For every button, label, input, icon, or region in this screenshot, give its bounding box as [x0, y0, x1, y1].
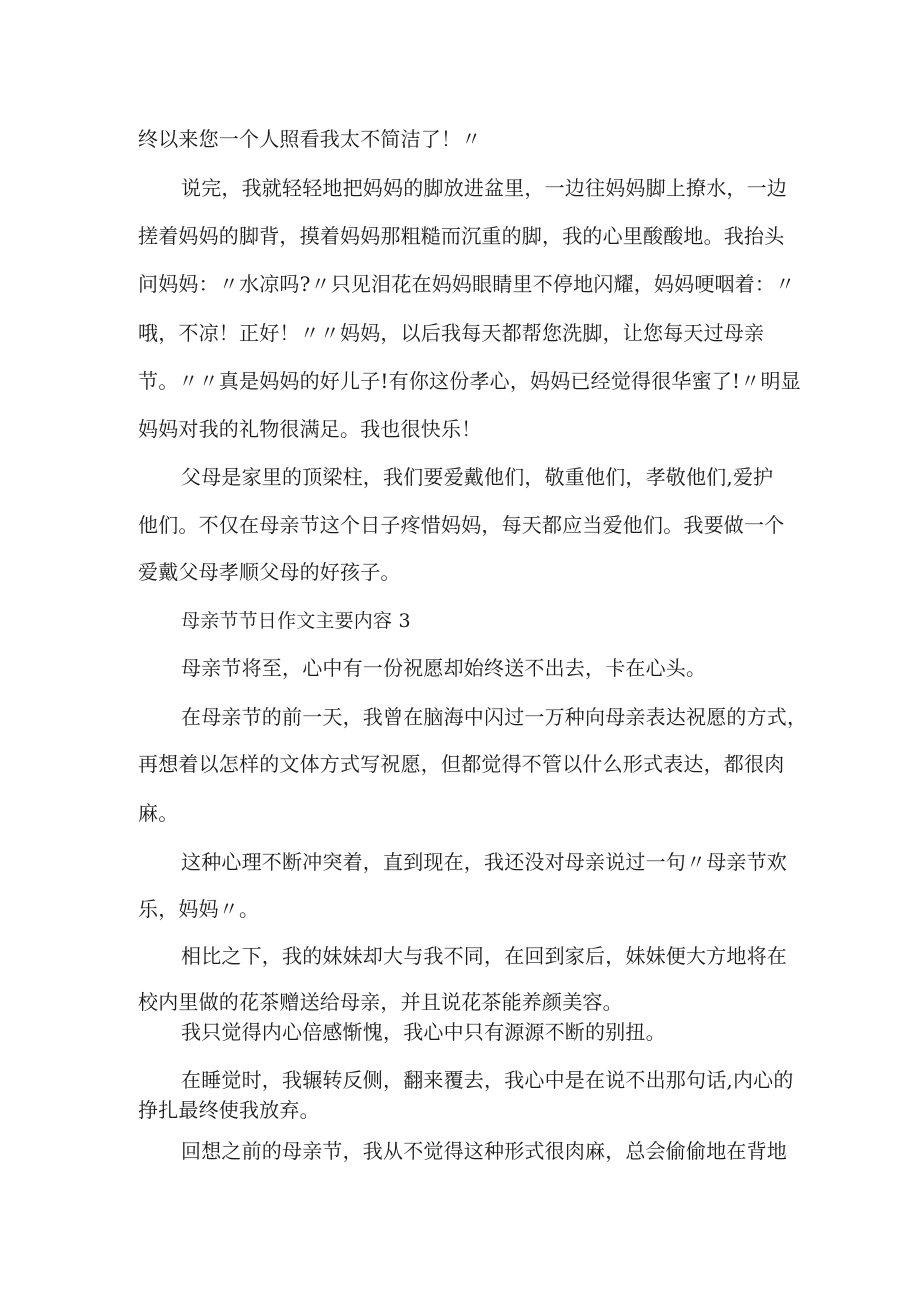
paragraph-first-line: 在睡觉时，我辗转反侧，翻来覆去，我心中是在说不出那句话,内心的: [181, 1068, 794, 1092]
paragraph-first-line: 我只觉得内心倍感惭愧，我心中只有源源不断的别扭。: [181, 1020, 666, 1044]
text-line: 妈妈对我的礼物很满足。我也很快乐！: [138, 417, 482, 441]
text-line: 麻。: [138, 801, 179, 825]
text-line: 问妈妈：〃水凉吗?〃只见泪花在妈妈眼睛里不停地闪耀，妈妈哽咽着：〃: [138, 272, 796, 296]
paragraph-first-line: 相比之下，我的妹妹却大与我不同，在回到家后，妹妹便大方地将在: [181, 944, 787, 968]
text-line: 再想着以怎样的文体方式写祝愿，但都觉得不管以什么形式表达，都很肉: [138, 752, 785, 776]
paragraph-first-line: 这种心理不断冲突着，直到现在，我还没对母亲说过一句〃母亲节欢: [181, 850, 787, 874]
text-line: 节。〃〃真是妈妈的好儿子!有你这份孝心，妈妈已经觉得很华蜜了!〃明显: [138, 369, 801, 393]
section-heading: 母亲节节日作文主要内容 3: [181, 610, 411, 632]
paragraph-first-line: 在母亲节的前一天，我曾在脑海中闪过一万种向母亲表达祝愿的方式，: [181, 705, 808, 729]
text-line: 爱戴父母孝顺父母的好孩子。: [138, 560, 401, 584]
paragraph-first-line: 回想之前的母亲节，我从不觉得这种形式很肉麻，总会偷偷地在背地: [181, 1139, 787, 1163]
paragraph-first-line: 说完，我就轻轻地把妈妈的脚放进盆里，一边往妈妈脚上撩水，一边: [181, 176, 787, 200]
paragraph-first-line: 母亲节将至，心中有一份祝愿却始终送不出去，卡在心头。: [181, 656, 707, 680]
text-line: 校内里做的花茶赠送给母亲，并且说花茶能养颜美容。: [138, 990, 623, 1014]
text-line: 挣扎最终使我放弃。: [138, 1098, 320, 1122]
text-line: 他们。不仅在母亲节这个日子疼惜妈妈，每天都应当爱他们。我要做一个: [138, 513, 785, 537]
text-line: 终以来您一个人照看我太不简洁了！〃: [138, 127, 482, 151]
text-line: 哦，不凉！正好！〃〃妈妈，以后我每天都帮您洗脚，让您每天过母亲: [138, 321, 765, 345]
text-line: 乐，妈妈〃。: [138, 897, 260, 921]
paragraph-first-line: 父母是家里的顶梁柱，我们要爱戴他们，敬重他们，孝敬他们,爱护: [181, 465, 774, 489]
text-line: 搓着妈妈的脚背，摸着妈妈那粗糙而沉重的脚，我的心里酸酸地。我抬头: [138, 224, 785, 248]
